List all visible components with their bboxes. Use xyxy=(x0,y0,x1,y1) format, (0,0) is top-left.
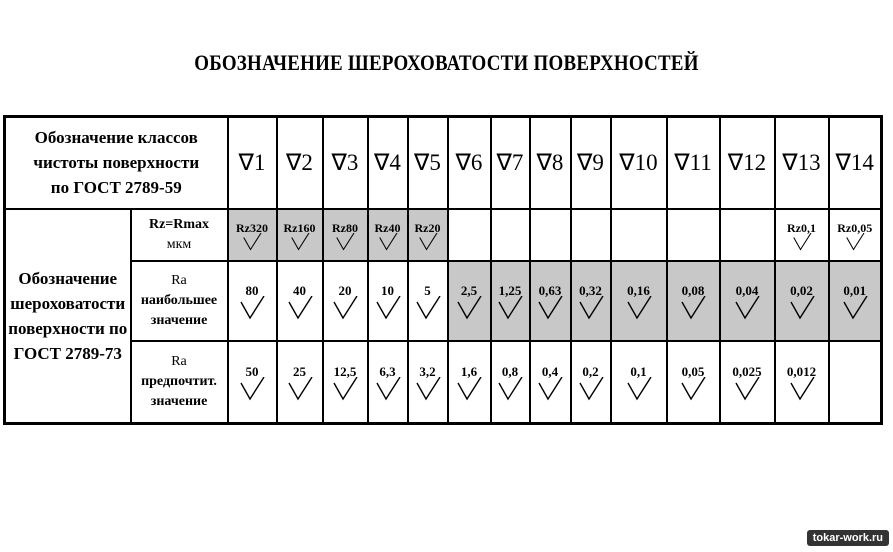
class-cell: ∇13 xyxy=(775,117,829,209)
roughness-value: 0,01 xyxy=(843,282,867,298)
roughness-mark xyxy=(330,284,360,320)
roughness-mark xyxy=(576,365,606,401)
roughness-mark xyxy=(413,365,443,401)
ra-max-cell xyxy=(408,261,448,341)
roughness-value: Rz0,1 xyxy=(787,220,816,235)
ra-pref-cell xyxy=(323,341,368,424)
roughness-mark xyxy=(495,365,525,401)
roughness-check-icon xyxy=(330,377,360,401)
roughness-mark xyxy=(330,221,360,251)
ra-max-cell xyxy=(228,261,277,341)
roughness-value: 0,1 xyxy=(630,363,647,379)
rz-cell xyxy=(530,209,571,261)
roughness-value: 1,25 xyxy=(498,282,522,298)
roughness-check-icon xyxy=(237,377,267,401)
roughness-mark xyxy=(285,365,315,401)
roughness-mark xyxy=(237,365,267,401)
watermark: tokar-work.ru xyxy=(807,530,889,546)
roughness-value: Rz0,05 xyxy=(837,220,873,235)
roughness-mark xyxy=(624,284,654,320)
roughness-value: Rz320 xyxy=(236,220,268,235)
roughness-check-icon xyxy=(495,377,525,401)
roughness-mark xyxy=(787,221,817,251)
ra-pref-cell xyxy=(829,341,882,424)
roughness-check-icon xyxy=(787,377,817,401)
roughness-check-icon xyxy=(454,377,484,401)
roughness-mark xyxy=(837,221,872,251)
ra-max-cell xyxy=(571,261,611,341)
ra-max-cell xyxy=(775,261,829,341)
roughness-value: 12,5 xyxy=(333,363,357,379)
rz-cell xyxy=(775,209,829,261)
roughness-check-icon xyxy=(330,296,360,320)
ra-max-row xyxy=(5,261,882,341)
roughness-check-icon xyxy=(454,296,484,320)
rz-cell xyxy=(611,209,667,261)
roughness-check-icon xyxy=(535,296,565,320)
roughness-mark xyxy=(678,284,708,320)
roughness-value: 0,8 xyxy=(501,363,519,379)
ra-pref-cell xyxy=(228,341,277,424)
roughness-mark xyxy=(284,221,316,251)
ra-pref-cell xyxy=(491,341,530,424)
roughness-check-icon xyxy=(285,377,315,401)
ra-pref-label xyxy=(131,341,228,424)
roughness-check-icon xyxy=(373,377,403,401)
roughness-check-icon xyxy=(413,377,443,401)
rz-cell xyxy=(571,209,611,261)
ra-pref-cell xyxy=(611,341,667,424)
roughness-mark xyxy=(285,284,315,320)
roughness-mark xyxy=(236,221,268,251)
ra-max-cell xyxy=(368,261,408,341)
roughness-mark xyxy=(535,284,565,320)
ra-max-cell xyxy=(611,261,667,341)
rz-label-line: Rz=Rmax xyxy=(148,216,210,232)
roughness-check-icon xyxy=(787,296,817,320)
ra-max-label xyxy=(131,261,228,341)
roughness-value: 10 xyxy=(381,282,394,298)
roughness-value: 0,16 xyxy=(627,282,650,298)
roughness-value: 0,2 xyxy=(582,363,599,379)
rz-cell xyxy=(720,209,775,261)
header-row xyxy=(5,117,882,209)
group-label-line: шероховатости xyxy=(10,293,126,313)
roughness-check-icon xyxy=(413,233,443,251)
roughness-mark xyxy=(373,365,403,401)
rz-cell xyxy=(228,209,277,261)
ra-pref-cell xyxy=(448,341,491,424)
roughness-value: 1,6 xyxy=(460,363,478,379)
roughness-check-icon xyxy=(576,296,606,320)
roughness-check-icon xyxy=(678,377,708,401)
class-cell: ∇14 xyxy=(829,117,882,209)
header-label-line: чистоты поверхности xyxy=(33,153,200,173)
roughness-mark xyxy=(495,284,525,320)
roughness-mark xyxy=(237,284,267,320)
roughness-check-icon xyxy=(624,377,654,401)
ra-max-cell xyxy=(720,261,775,341)
ra-pref-cell xyxy=(408,341,448,424)
roughness-mark xyxy=(330,365,360,401)
class-cell: ∇2 xyxy=(277,117,323,209)
roughness-value: 0,32 xyxy=(579,282,602,298)
page-title: ОБОЗНАЧЕНИЕ ШЕРОХОВАТОСТИ ПОВЕРХНОСТЕЙ xyxy=(194,50,699,75)
rz-label-line: мкм xyxy=(166,236,192,252)
ra-pref-cell xyxy=(571,341,611,424)
ra-max-label-line: Ra xyxy=(171,272,187,288)
rz-cell xyxy=(491,209,530,261)
roughness-value: 6,3 xyxy=(379,363,396,379)
roughness-value: 3,2 xyxy=(419,363,436,379)
roughness-check-icon xyxy=(237,233,267,251)
roughness-mark xyxy=(732,365,762,401)
class-cell: ∇5 xyxy=(408,117,448,209)
roughness-check-icon xyxy=(373,233,403,251)
ra-max-cell xyxy=(491,261,530,341)
rz-cell xyxy=(323,209,368,261)
class-cell: ∇4 xyxy=(368,117,408,209)
roughness-check-icon xyxy=(237,296,267,320)
ra-max-cell xyxy=(530,261,571,341)
group-label-line: Обозначение xyxy=(18,268,118,288)
roughness-value: Rz40 xyxy=(374,220,401,235)
roughness-check-icon xyxy=(373,296,403,320)
ra-max-cell xyxy=(667,261,720,341)
roughness-check-icon xyxy=(624,296,654,320)
header-label-line: Обозначение классов xyxy=(34,128,198,148)
roughness-mark xyxy=(413,221,443,251)
rz-cell xyxy=(829,209,882,261)
header-label xyxy=(5,117,228,209)
roughness-check-icon xyxy=(285,296,315,320)
roughness-mark xyxy=(454,284,484,320)
group-label-line: ГОСТ 2789-73 xyxy=(13,343,122,363)
roughness-check-icon xyxy=(535,377,565,401)
ra-pref-label-line: Ra xyxy=(171,353,187,369)
ra-pref-label-line: предпочтит. xyxy=(141,373,217,389)
class-cell: ∇10 xyxy=(611,117,667,209)
roughness-mark xyxy=(454,365,484,401)
ra-pref-cell xyxy=(277,341,323,424)
class-cell: ∇3 xyxy=(323,117,368,209)
roughness-mark xyxy=(840,284,870,320)
roughness-check-icon xyxy=(413,296,443,320)
roughness-value: 25 xyxy=(293,363,306,379)
roughness-mark xyxy=(576,284,606,320)
roughness-value: 0,08 xyxy=(681,282,705,298)
class-cell: ∇7 xyxy=(491,117,530,209)
roughness-value: 0,4 xyxy=(541,363,559,379)
roughness-mark xyxy=(787,284,817,320)
ra-pref-cell xyxy=(530,341,571,424)
rz-cell xyxy=(368,209,408,261)
roughness-mark xyxy=(373,284,403,320)
ra-max-label-line: значение xyxy=(150,312,208,328)
ra-max-cell xyxy=(323,261,368,341)
roughness-value: 5 xyxy=(424,282,431,298)
roughness-value: 0,025 xyxy=(732,363,762,379)
header-label-line: по ГОСТ 2789-59 xyxy=(50,178,182,198)
roughness-check-icon xyxy=(285,233,315,251)
roughness-check-icon xyxy=(576,377,606,401)
rz-cell xyxy=(448,209,491,261)
roughness-mark xyxy=(535,365,565,401)
ra-pref-row xyxy=(5,341,882,424)
rz-row xyxy=(5,209,882,261)
group-label-line: поверхности по xyxy=(8,318,128,338)
roughness-value: 2,5 xyxy=(460,282,478,298)
rz-cell xyxy=(667,209,720,261)
roughness-value: 0,63 xyxy=(538,282,562,298)
roughness-check-icon xyxy=(840,296,870,320)
roughness-mark xyxy=(732,284,762,320)
roughness-mark xyxy=(624,365,654,401)
roughness-value: 40 xyxy=(293,282,306,298)
roughness-check-icon xyxy=(787,233,817,251)
ra-pref-cell xyxy=(667,341,720,424)
roughness-mark xyxy=(678,365,708,401)
roughness-value: 50 xyxy=(245,363,259,379)
roughness-check-icon xyxy=(495,296,525,320)
roughness-value: 0,04 xyxy=(735,282,759,298)
ra-pref-cell xyxy=(775,341,829,424)
roughness-check-icon xyxy=(330,233,360,251)
roughness-check-icon xyxy=(732,377,762,401)
roughness-table xyxy=(3,115,883,425)
roughness-value: Rz160 xyxy=(283,220,316,235)
roughness-value: 20 xyxy=(338,282,352,298)
roughness-check-icon xyxy=(840,233,870,251)
class-cell: ∇6 xyxy=(448,117,491,209)
ra-max-cell xyxy=(829,261,882,341)
roughness-value: 80 xyxy=(245,282,259,298)
roughness-mark xyxy=(373,221,403,251)
class-cell: ∇11 xyxy=(667,117,720,209)
rz-cell xyxy=(408,209,448,261)
rz-label xyxy=(131,209,228,261)
ra-max-cell xyxy=(277,261,323,341)
roughness-check-icon xyxy=(732,296,762,320)
roughness-value: Rz20 xyxy=(414,220,441,235)
ra-pref-label-line: значение xyxy=(150,393,208,409)
roughness-mark xyxy=(413,284,443,320)
ra-max-cell xyxy=(448,261,491,341)
ra-pref-cell xyxy=(368,341,408,424)
class-cell: ∇9 xyxy=(571,117,611,209)
class-cell: ∇8 xyxy=(530,117,571,209)
roughness-mark xyxy=(787,365,817,401)
roughness-value: 0,05 xyxy=(681,363,705,379)
class-cell: ∇12 xyxy=(720,117,775,209)
class-cell: ∇1 xyxy=(228,117,277,209)
ra-pref-cell xyxy=(720,341,775,424)
group-label xyxy=(5,209,131,424)
roughness-value: 0,012 xyxy=(786,363,817,379)
rz-cell xyxy=(277,209,323,261)
roughness-value: 0,02 xyxy=(790,282,813,298)
roughness-value: Rz80 xyxy=(332,220,358,235)
ra-max-label-line: наибольшее xyxy=(140,292,218,308)
roughness-check-icon xyxy=(678,296,708,320)
